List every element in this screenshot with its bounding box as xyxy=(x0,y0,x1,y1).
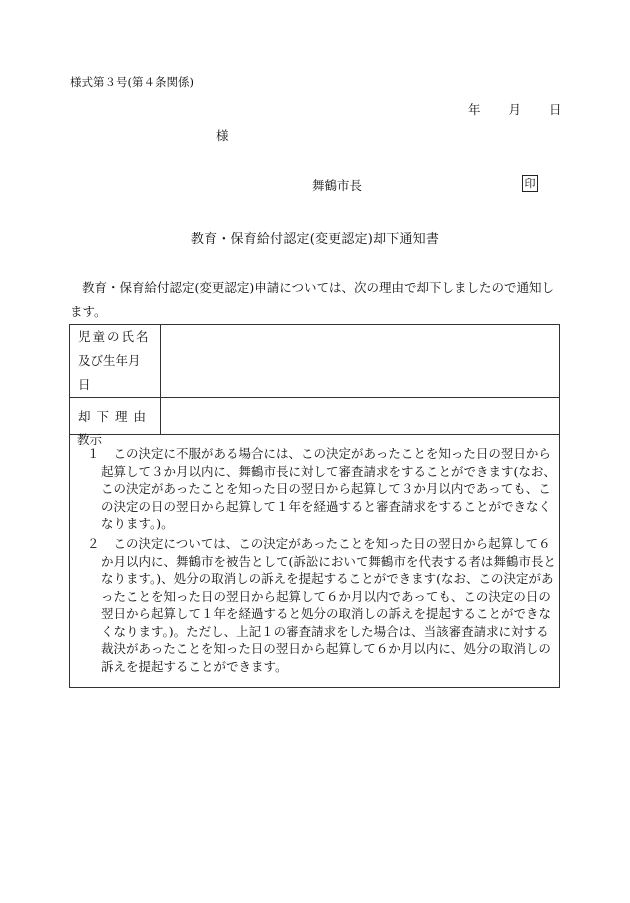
note-text: この決定に不服がある場合には、この決定があったことを知った日の翌日から起算して３か月以内に、舞鶴市長に対して審査請求をすることができます(なお、この決定があったことを知った日の翌日から起算して３か月以内であっても、この決定の日の翌日から起算して１年を経過すると審査請求をすることができなくなります。)。 xyxy=(101,446,556,531)
note-number: １ xyxy=(87,446,100,461)
seal-mark: 印 xyxy=(522,175,538,192)
note-item-1 xyxy=(87,445,557,533)
child-label-line1: 児童の氏名 xyxy=(78,329,151,344)
issuer-name: 舞鶴市長 xyxy=(312,178,363,193)
date-line xyxy=(468,100,562,118)
child-label-cell xyxy=(70,325,161,398)
notes-box xyxy=(69,412,560,688)
note-text: この決定については、この決定があったことを知った日の翌日から起算して６か月以内に、舞鶴市を被告として(訴訟において舞鶴市を代表する者は舞鶴市長となります。)、処分の取消しの訴えを提起することができます(なお、この決定があったことを知った日の翌日から起算して６か月以内であっても、この決定の日の翌日から起算して１年を経過すると処分の取消しの訴えを提起することができなくなります。)。ただし、上記１の審査請求をした場合は、当該審査請求に対する裁決があったことを知った日の翌日から起算して６か月以内に、処分の取消しの訴えを提起することができます。 xyxy=(101,536,556,674)
document-title: 教育・保育給付認定(変更認定)却下通知書 xyxy=(190,232,440,247)
note-item-2 xyxy=(87,535,557,675)
note-number: ２ xyxy=(87,536,100,551)
intro-paragraph: 教育・保育給付認定(変更認定)申請については、次の理由で却下しましたので通知します。 xyxy=(70,280,555,319)
table-row-child xyxy=(70,325,560,398)
form-number: 様式第３号(第４条関係) xyxy=(70,75,194,89)
child-label-line2: 及び生年月日 xyxy=(78,353,141,392)
reason-label: 却下理由 xyxy=(78,409,153,424)
notes-heading: 教示 xyxy=(77,432,103,447)
date-day: 日 xyxy=(549,102,562,117)
date-month: 月 xyxy=(508,102,522,117)
date-year: 年 xyxy=(468,102,481,117)
child-value-cell[interactable] xyxy=(161,325,560,398)
addressee-suffix: 様 xyxy=(216,128,229,143)
